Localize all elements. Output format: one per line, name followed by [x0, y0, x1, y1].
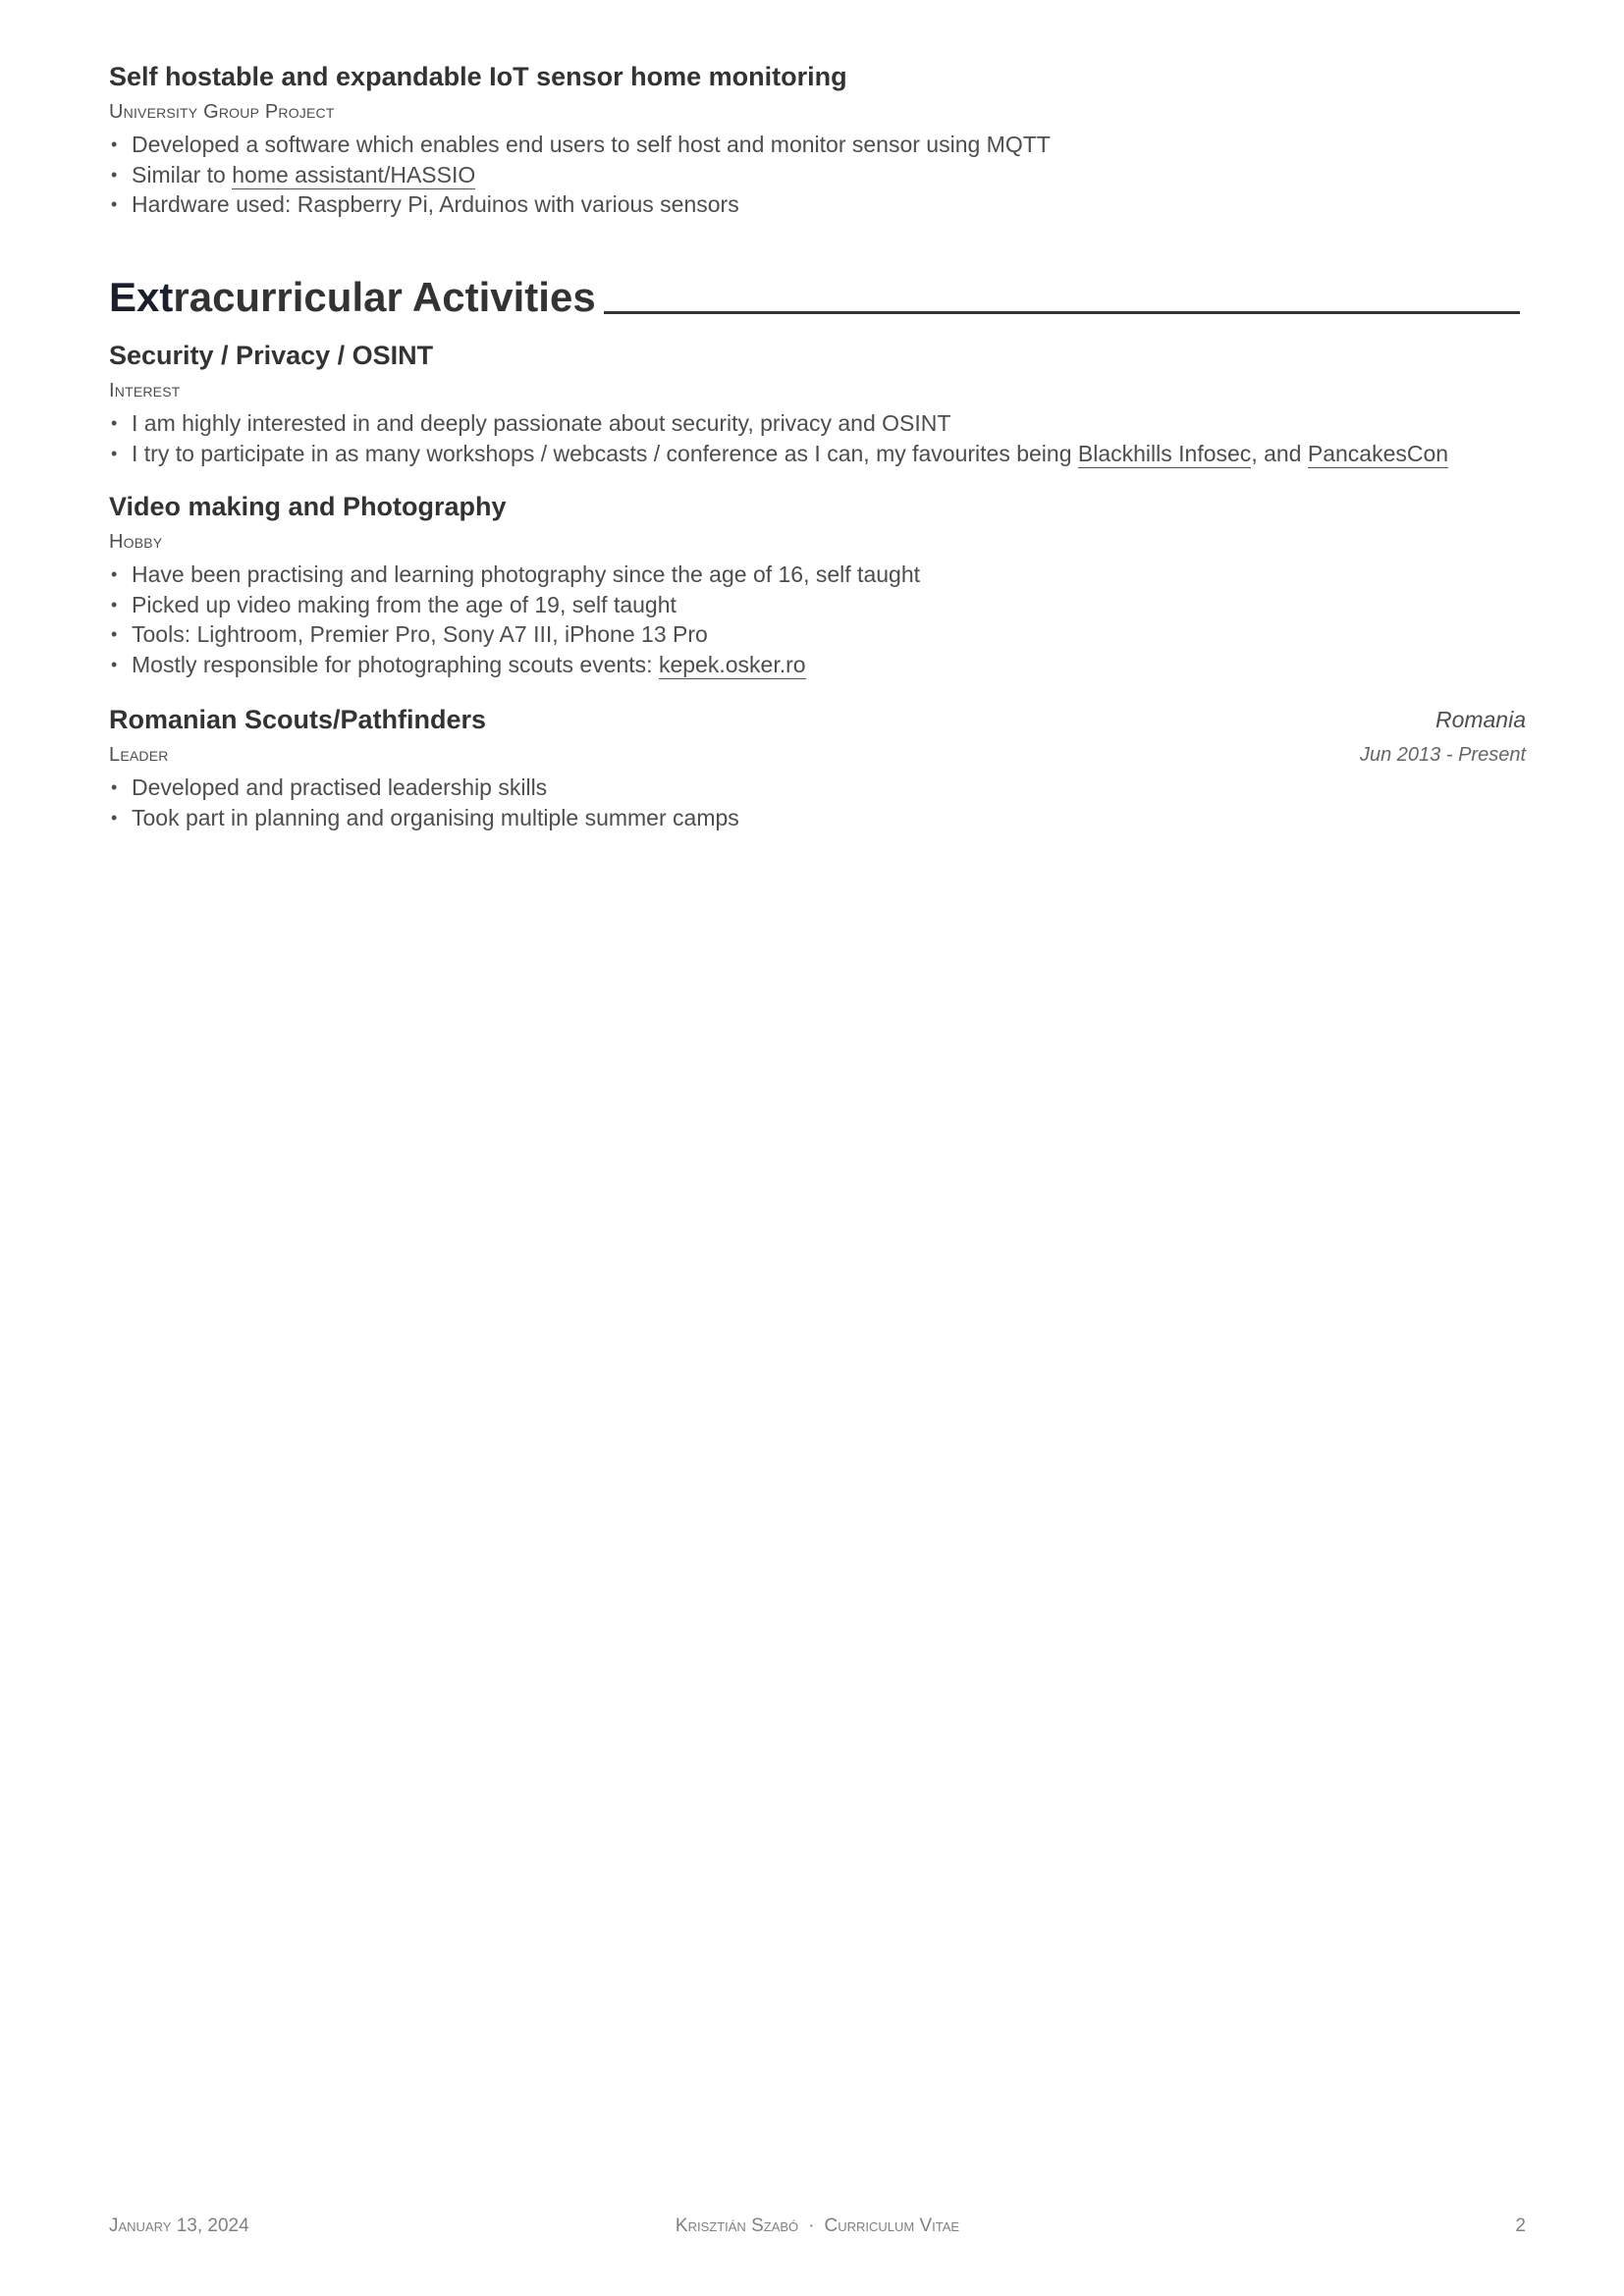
section-title-rest: racurricular Activities: [173, 274, 596, 320]
list-item: [109, 439, 1448, 469]
bullet-dot: •: [111, 654, 118, 674]
bullet-text: Similar to: [132, 161, 233, 187]
bullet-dot: •: [111, 134, 118, 154]
project-entry: [109, 61, 1526, 238]
list-item: [109, 160, 1051, 190]
section-rule: [604, 311, 1520, 314]
link[interactable]: home assistant/HASSIO: [232, 161, 476, 187]
list-item: [109, 619, 920, 650]
bullet-dot: •: [111, 807, 118, 828]
entry-title: Video making and Photography: [109, 492, 507, 521]
link[interactable]: Blackhills Infosec: [1077, 440, 1252, 466]
entry-location: Romania: [1435, 707, 1526, 732]
bullet-text: I am highly interested in and deeply passionate about security, privacy and OSINT: [132, 410, 951, 436]
entry-role: Leader: [109, 744, 169, 766]
footer-date: January 13, 2024: [109, 2216, 249, 2236]
bullet-text: Tools: Lightroom, Premier Pro, Sony A7 III, iPhone 13 Pro: [132, 621, 708, 647]
entry-title: Security / Privacy / OSINT: [109, 341, 434, 370]
section-title: [109, 273, 596, 322]
bullet-text: Have been practising and learning photography since the age of 16, self taught: [132, 561, 921, 587]
activity-entry-video-photography: [109, 491, 1526, 697]
entry-title: Self hostable and expandable IoT sensor home monitoring: [109, 62, 847, 91]
link[interactable]: kepek.osker.ro: [658, 651, 806, 677]
entry-role: University Group Project: [109, 101, 335, 123]
section-title-accent: Ext: [109, 274, 174, 320]
footer-center: [109, 2212, 1526, 2241]
bullet-list: [109, 130, 1051, 220]
list-item: [109, 803, 739, 833]
list-item: [109, 408, 1448, 439]
bullet-text: Hardware used: Raspberry Pi, Arduinos with various sensors: [132, 191, 739, 217]
activity-entry-security: [109, 340, 1526, 477]
bullet-text: Picked up video making from the age of 19, self taught: [132, 591, 677, 617]
bullet-dot: •: [111, 624, 118, 644]
list-item: [109, 590, 920, 620]
footer-name: Krisztián Szabó: [675, 2216, 799, 2236]
bullet-dot: •: [111, 164, 118, 185]
entry-role: Hobby: [109, 531, 163, 553]
bullet-text: Developed a software which enables end users to self host and monitor sensor using MQTT: [132, 132, 1051, 157]
footer-doc-title: Curriculum Vitae: [824, 2216, 960, 2236]
bullet-dot: •: [111, 443, 118, 463]
bullet-dot: •: [111, 594, 118, 614]
page-footer: [109, 2212, 1526, 2241]
list-item: [109, 189, 1051, 220]
cv-page: [109, 0, 1526, 2296]
list-item: [109, 773, 739, 803]
bullet-dot: •: [111, 777, 118, 797]
entry-role: Interest: [109, 380, 181, 401]
bullet-dot: •: [111, 564, 118, 584]
list-item: [109, 560, 920, 590]
entry-title: Romanian Scouts/Pathfinders: [109, 705, 487, 734]
activity-entry-scouts: [109, 704, 1526, 851]
entry-date: Jun 2013 - Present: [1360, 744, 1526, 766]
bullet-text: Mostly responsible for photographing scouts events:: [132, 651, 659, 677]
list-item: [109, 130, 1051, 160]
bullet-text: , and: [1251, 440, 1308, 466]
bullet-text: I try to participate in as many workshops / webcasts / conference as I can, my favourites being: [132, 440, 1078, 466]
bullet-dot: •: [111, 413, 118, 433]
footer-page-number: 2: [1515, 2216, 1526, 2236]
section-heading-extracurricular: [109, 273, 1520, 322]
link[interactable]: PancakesCon: [1307, 440, 1449, 466]
bullet-list: [109, 560, 920, 679]
bullet-text: Took part in planning and organising multiple summer camps: [132, 804, 739, 830]
bullet-list: [109, 773, 739, 832]
list-item: [109, 650, 920, 680]
bullet-list: [109, 408, 1448, 468]
bullet-dot: •: [111, 194, 118, 214]
footer-separator: ·: [808, 2216, 815, 2236]
bullet-text: Developed and practised leadership skills: [132, 774, 548, 800]
